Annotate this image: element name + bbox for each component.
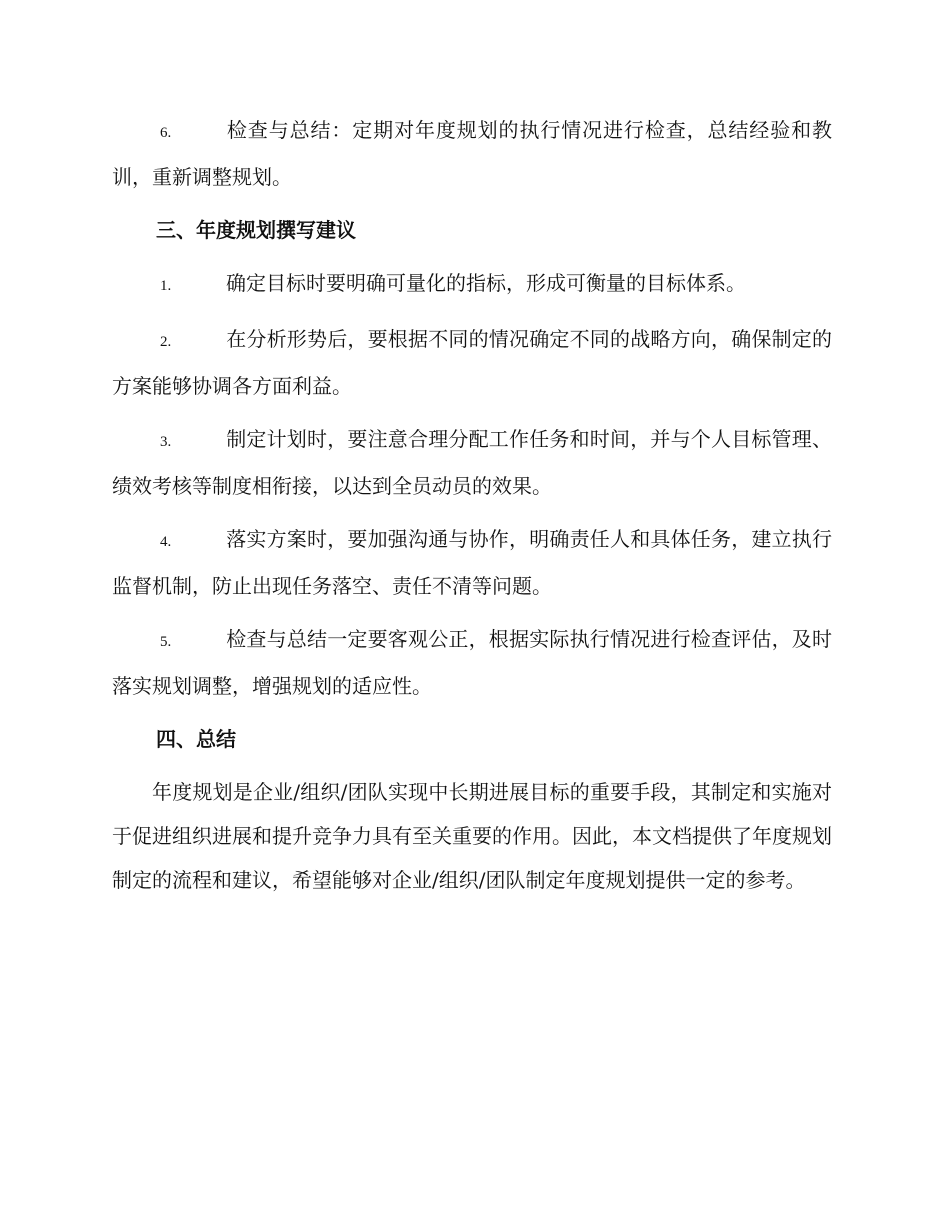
- list-item-text: 在分析形势后，要根据不同的情况确定不同的战略方向，确保制定的方案能够协调各方面利益。: [112, 327, 832, 398]
- section-4-heading: 四、总结: [156, 727, 236, 751]
- list-item-number: 3.: [160, 434, 172, 450]
- list-item-number: 5.: [160, 634, 172, 650]
- list-item-text: 落实方案时，要加强沟通与协作，明确责任人和具体任务，建立执行监督机制，防止出现任务落空、责任不清等问题。: [112, 527, 832, 598]
- list-item-number: 1.: [160, 278, 172, 294]
- list-item-1: [112, 261, 832, 308]
- summary-paragraph: 年度规划是企业/组织/团队实现中长期进展目标的重要手段，其制定和实施对于促进组织进展和提升竞争力具有至关重要的作用。因此，本文档提供了年度规划制定的流程和建议，希望能够对企业/组织/团队制定年度规划提供一定的参考。: [112, 780, 832, 892]
- list-item-number: 2.: [160, 334, 172, 350]
- list-item-text: 检查与总结一定要客观公正，根据实际执行情况进行检查评估，及时落实规划调整，增强规划的适应性。: [112, 627, 832, 698]
- list-item-text: 确定目标时要明确可量化的指标，形成可衡量的目标体系。: [226, 271, 746, 295]
- list-item-text: 检查与总结：定期对年度规划的执行情况进行检查，总结经验和教训，重新调整规划。: [112, 118, 832, 189]
- section-3-heading: 三、年度规划撰写建议: [156, 218, 356, 242]
- document-page: [112, 108, 832, 911]
- list-item-text: 制定计划时，要注意合理分配工作任务和时间，并与个人目标管理、绩效考核等制度相衔接，以达到全员动员的效果。: [112, 427, 832, 498]
- list-item-2: [112, 317, 832, 408]
- list-item-6: [112, 108, 832, 199]
- list-item-number: 6.: [160, 125, 172, 141]
- list-item-number: 4.: [160, 534, 172, 550]
- list-item-4: [112, 517, 832, 608]
- list-item-5: [112, 617, 832, 708]
- list-item-3: [112, 417, 832, 508]
